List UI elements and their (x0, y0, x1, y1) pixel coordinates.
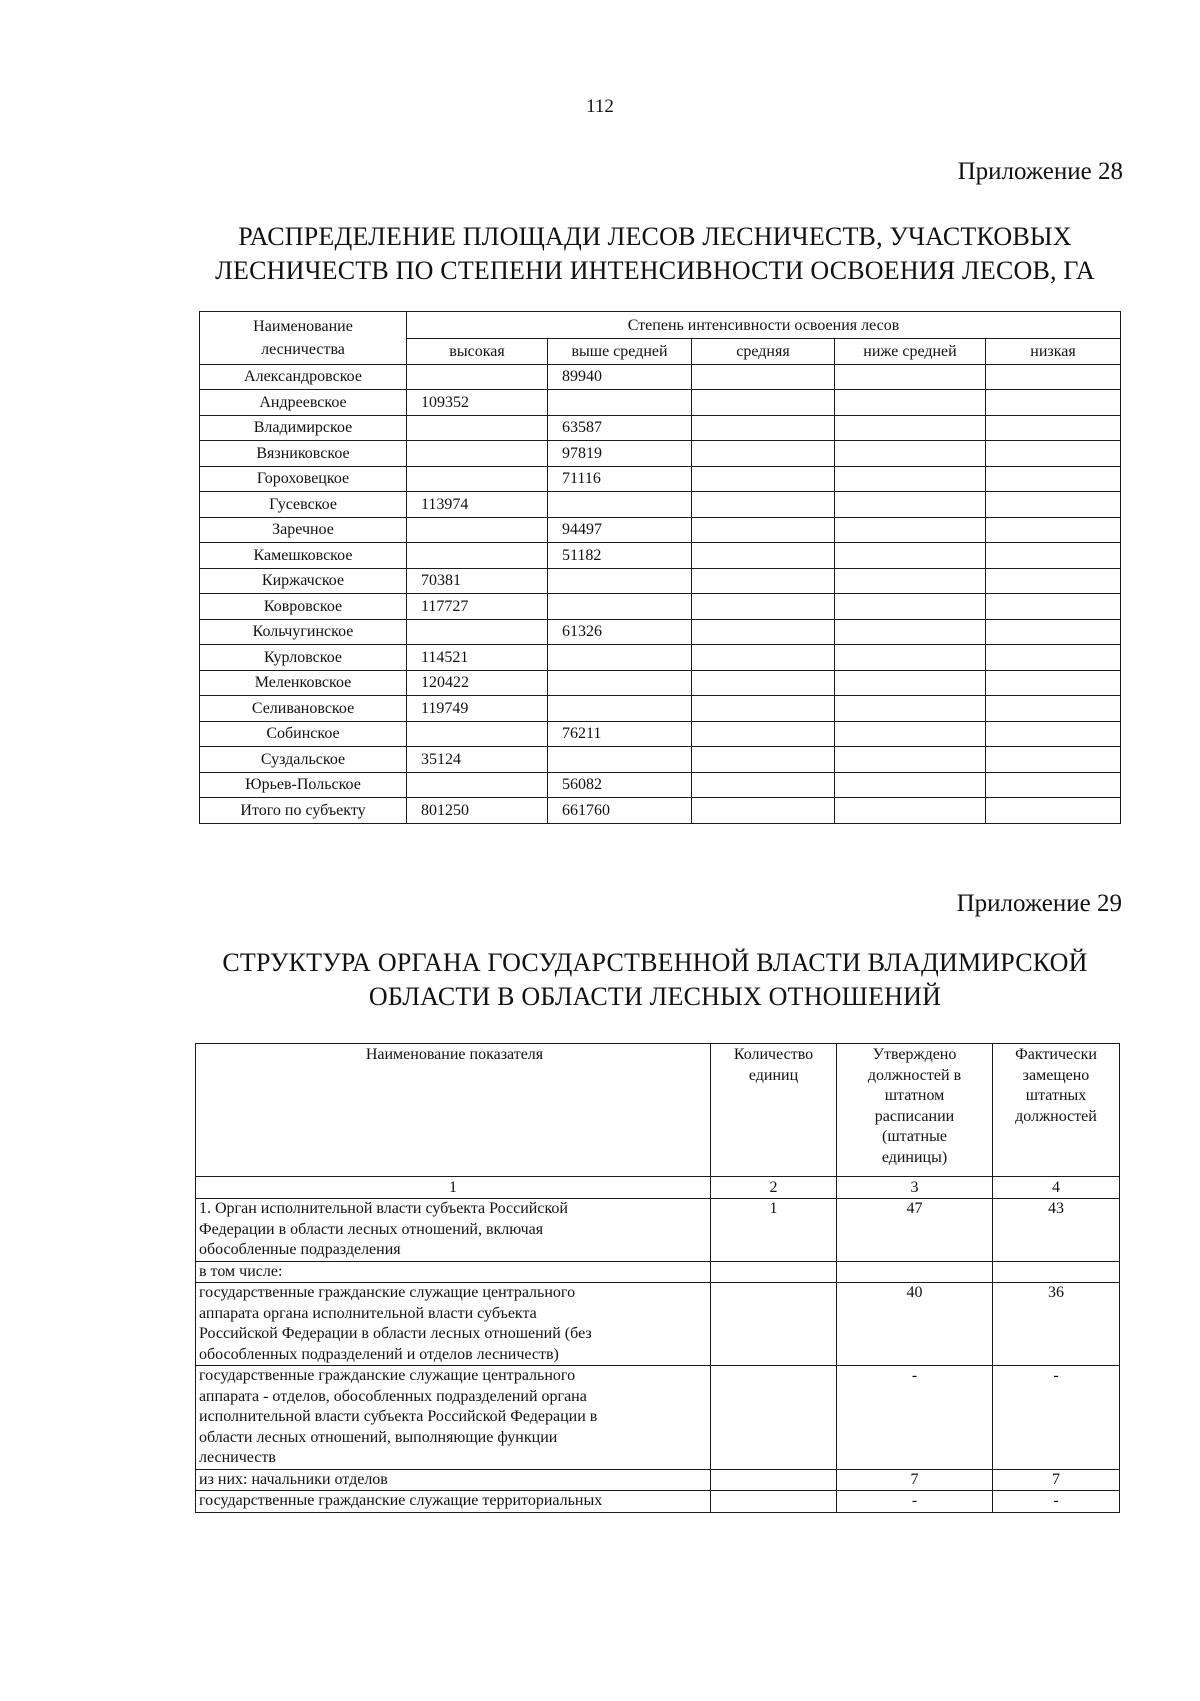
cell-low (986, 594, 1121, 620)
column-number: 2 (711, 1177, 837, 1199)
cell-below (835, 594, 986, 620)
forest-intensity-body (200, 364, 1121, 823)
cell-above: 661760 (548, 798, 692, 824)
cell-high: 119749 (407, 696, 548, 722)
header-below-average: ниже средней (835, 339, 986, 365)
cell-mid (692, 543, 835, 569)
cell-below (835, 772, 986, 798)
cell-below (835, 517, 986, 543)
cell-high: 117727 (407, 594, 548, 620)
indicator-name (196, 1199, 711, 1262)
table-row (200, 390, 1121, 416)
forestry-name: Александровское (200, 364, 407, 390)
cell-actual: 36 (993, 1283, 1120, 1366)
table-row (200, 798, 1121, 824)
table-row (200, 645, 1121, 671)
forestry-name: Селивановское (200, 696, 407, 722)
column-number: 4 (993, 1177, 1120, 1199)
title-line: СТРУКТУРА ОРГАНА ГОСУДАРСТВЕННОЙ ВЛАСТИ ВЛАДИМИРСКОЙ (222, 948, 1088, 977)
cell-mid (692, 670, 835, 696)
cell-above: 89940 (548, 364, 692, 390)
indicator-name-line: обособленные подразделения (199, 1241, 401, 1258)
indicator-name-line: в том числе: (199, 1262, 283, 1280)
cell-above: 56082 (548, 772, 692, 798)
cell-low (986, 543, 1121, 569)
cell-low (986, 415, 1121, 441)
header-approved-positions: Утверждено должностей в штатном расписании (штатные единицы) (837, 1044, 993, 1177)
table-row (200, 364, 1121, 390)
forestry-name: Кольчугинское (200, 619, 407, 645)
indicator-name-line: 1. Орган исполнительной власти субъекта Российской (199, 1200, 568, 1217)
table-row (200, 747, 1121, 773)
indicator-name-line: аппарата - отделов, обособленных подразделений органа (199, 1387, 587, 1405)
forestry-name: Камешковское (200, 543, 407, 569)
cell-above (548, 645, 692, 671)
cell-above (548, 696, 692, 722)
cell-above: 97819 (548, 441, 692, 467)
cell-high (407, 619, 548, 645)
table-row (200, 696, 1121, 722)
cell-mid (692, 517, 835, 543)
appendix-29-title (195, 946, 1115, 1014)
cell-mid (692, 696, 835, 722)
table-row (200, 517, 1121, 543)
cell-above (548, 568, 692, 594)
cell-mid (692, 441, 835, 467)
forestry-name: Итого по субъекту (200, 798, 407, 824)
cell-low (986, 568, 1121, 594)
cell-above: 76211 (548, 721, 692, 747)
cell-below (835, 390, 986, 416)
cell-mid (692, 798, 835, 824)
table-row (196, 1283, 1120, 1366)
cell-low (986, 696, 1121, 722)
cell-approved: - (837, 1491, 993, 1513)
cell-high (407, 415, 548, 441)
cell-high: 114521 (407, 645, 548, 671)
cell-high: 120422 (407, 670, 548, 696)
cell-actual: - (993, 1366, 1120, 1470)
cell-low (986, 517, 1121, 543)
table-row (196, 1199, 1120, 1262)
cell-below (835, 670, 986, 696)
table-row (196, 1491, 1120, 1513)
table-row (200, 619, 1121, 645)
indicator-name-line: Федерации в области лесных отношений, включая (199, 1220, 544, 1238)
indicator-name (196, 1283, 711, 1366)
cell-units (711, 1283, 837, 1366)
cell-above (548, 747, 692, 773)
appendix-28-label: Приложение 28 (957, 158, 1123, 185)
cell-approved: 47 (837, 1199, 993, 1262)
indicator-name-line: из них: начальники отделов (199, 1470, 388, 1488)
cell-actual: 43 (993, 1199, 1120, 1262)
forestry-name: Вязниковское (200, 441, 407, 467)
cell-mid (692, 747, 835, 773)
indicator-name-line: лесничеств (199, 1449, 276, 1466)
table-row (200, 466, 1121, 492)
cell-below (835, 492, 986, 518)
cell-mid (692, 466, 835, 492)
title-line: ОБЛАСТИ В ОБЛАСТИ ЛЕСНЫХ ОТНОШЕНИЙ (368, 982, 942, 1011)
cell-approved (837, 1261, 993, 1283)
indicator-name (196, 1261, 711, 1283)
table-row (200, 721, 1121, 747)
cell-below (835, 415, 986, 441)
forestry-name: Владимирское (200, 415, 407, 441)
cell-below (835, 747, 986, 773)
indicator-name-line: государственные гражданские служащие центрального (199, 1367, 576, 1384)
cell-low (986, 747, 1121, 773)
cell-high (407, 364, 548, 390)
column-number: 3 (837, 1177, 993, 1199)
cell-below (835, 466, 986, 492)
table-row (196, 1469, 1120, 1491)
indicator-name (196, 1469, 711, 1491)
cell-above: 71116 (548, 466, 692, 492)
cell-high (407, 772, 548, 798)
cell-below (835, 441, 986, 467)
cell-actual (993, 1261, 1120, 1283)
cell-low (986, 441, 1121, 467)
cell-actual: - (993, 1491, 1120, 1513)
cell-low (986, 772, 1121, 798)
header-average: средняя (692, 339, 835, 365)
cell-mid (692, 390, 835, 416)
cell-high (407, 721, 548, 747)
appendix-28-title (195, 220, 1115, 288)
cell-high: 35124 (407, 747, 548, 773)
cell-units (711, 1491, 837, 1513)
table-row (200, 568, 1121, 594)
cell-high: 109352 (407, 390, 548, 416)
cell-approved: 7 (837, 1469, 993, 1491)
forestry-name: Собинское (200, 721, 407, 747)
forestry-name: Гусевское (200, 492, 407, 518)
cell-mid (692, 492, 835, 518)
cell-below (835, 721, 986, 747)
header-low: низкая (986, 339, 1121, 365)
cell-above: 61326 (548, 619, 692, 645)
indicator-name-line: области лесных отношений, выполняющие функции (199, 1428, 558, 1446)
indicator-name (196, 1366, 711, 1470)
cell-mid (692, 645, 835, 671)
header-indicator-name: Наименование показателя (196, 1044, 711, 1177)
cell-low (986, 721, 1121, 747)
page-number: 112 (586, 96, 614, 117)
appendix-29-label: Приложение 29 (956, 890, 1122, 917)
table-row (200, 441, 1121, 467)
cell-low (986, 645, 1121, 671)
cell-below (835, 568, 986, 594)
cell-below (835, 619, 986, 645)
forestry-name: Меленковское (200, 670, 407, 696)
cell-above (548, 390, 692, 416)
cell-mid (692, 594, 835, 620)
cell-mid (692, 721, 835, 747)
header-above-average: выше средней (548, 339, 692, 365)
cell-low (986, 798, 1121, 824)
indicator-name (196, 1491, 711, 1513)
cell-mid (692, 415, 835, 441)
table-row (196, 1366, 1120, 1470)
cell-below (835, 798, 986, 824)
indicator-name-line: аппарата органа исполнительной власти субъекта (199, 1304, 537, 1322)
header-forestry-name: Наименование лесничества (200, 312, 407, 365)
authority-structure-body (196, 1199, 1120, 1513)
forestry-name: Киржачское (200, 568, 407, 594)
cell-above: 94497 (548, 517, 692, 543)
indicator-name-line: исполнительной власти субъекта Российской Федерации в (199, 1408, 598, 1425)
cell-low (986, 492, 1121, 518)
table-row (200, 543, 1121, 569)
header-intensity-group: Степень интенсивности освоения лесов (407, 312, 1121, 339)
table-row (200, 492, 1121, 518)
table-row (200, 670, 1121, 696)
indicator-name-line: государственные гражданские служащие территориальных (199, 1492, 603, 1509)
cell-low (986, 466, 1121, 492)
indicator-name-line: обособленных подразделений и отделов лесничеств) (199, 1345, 559, 1363)
cell-mid (692, 619, 835, 645)
forestry-name: Ковровское (200, 594, 407, 620)
forest-intensity-table (199, 311, 1121, 824)
indicator-name-line: Российской Федерации в области лесных отношений (без (199, 1325, 592, 1342)
cell-above: 51182 (548, 543, 692, 569)
column-number: 1 (196, 1177, 711, 1199)
cell-below (835, 543, 986, 569)
indicator-name-line: государственные гражданские служащие центрального (199, 1284, 576, 1301)
cell-low (986, 364, 1121, 390)
cell-low (986, 670, 1121, 696)
table-row (196, 1261, 1120, 1283)
forestry-name: Гороховецкое (200, 466, 407, 492)
header-units: Количество единиц (711, 1044, 837, 1177)
cell-high: 801250 (407, 798, 548, 824)
cell-above (548, 492, 692, 518)
cell-high: 70381 (407, 568, 548, 594)
forestry-name: Андреевское (200, 390, 407, 416)
cell-units (711, 1469, 837, 1491)
cell-low (986, 619, 1121, 645)
cell-above (548, 670, 692, 696)
table-row (200, 594, 1121, 620)
cell-high (407, 441, 548, 467)
cell-above (548, 594, 692, 620)
title-line: РАСПРЕДЕЛЕНИЕ ПЛОЩАДИ ЛЕСОВ ЛЕСНИЧЕСТВ, УЧАСТКОВЫХ (238, 222, 1072, 251)
cell-units (711, 1261, 837, 1283)
forestry-name: Заречное (200, 517, 407, 543)
header-actual-positions: Фактически замещено штатных должностей (993, 1044, 1120, 1177)
cell-high (407, 543, 548, 569)
cell-units: 1 (711, 1199, 837, 1262)
table-row (200, 772, 1121, 798)
authority-structure-table (195, 1043, 1120, 1513)
cell-high (407, 466, 548, 492)
cell-below (835, 645, 986, 671)
cell-mid (692, 568, 835, 594)
cell-below (835, 364, 986, 390)
cell-mid (692, 364, 835, 390)
cell-low (986, 390, 1121, 416)
forestry-name: Суздальское (200, 747, 407, 773)
header-high: высокая (407, 339, 548, 365)
cell-actual: 7 (993, 1469, 1120, 1491)
cell-approved: 40 (837, 1283, 993, 1366)
cell-mid (692, 772, 835, 798)
forestry-name: Курловское (200, 645, 407, 671)
cell-below (835, 696, 986, 722)
forestry-name: Юрьев-Польское (200, 772, 407, 798)
cell-high: 113974 (407, 492, 548, 518)
cell-above: 63587 (548, 415, 692, 441)
title-line: ЛЕСНИЧЕСТВ ПО СТЕПЕНИ ИНТЕНСИВНОСТИ ОСВОЕНИЯ ЛЕСОВ, ГА (215, 256, 1095, 285)
cell-approved: - (837, 1366, 993, 1470)
table-row (200, 415, 1121, 441)
cell-units (711, 1366, 837, 1470)
cell-high (407, 517, 548, 543)
